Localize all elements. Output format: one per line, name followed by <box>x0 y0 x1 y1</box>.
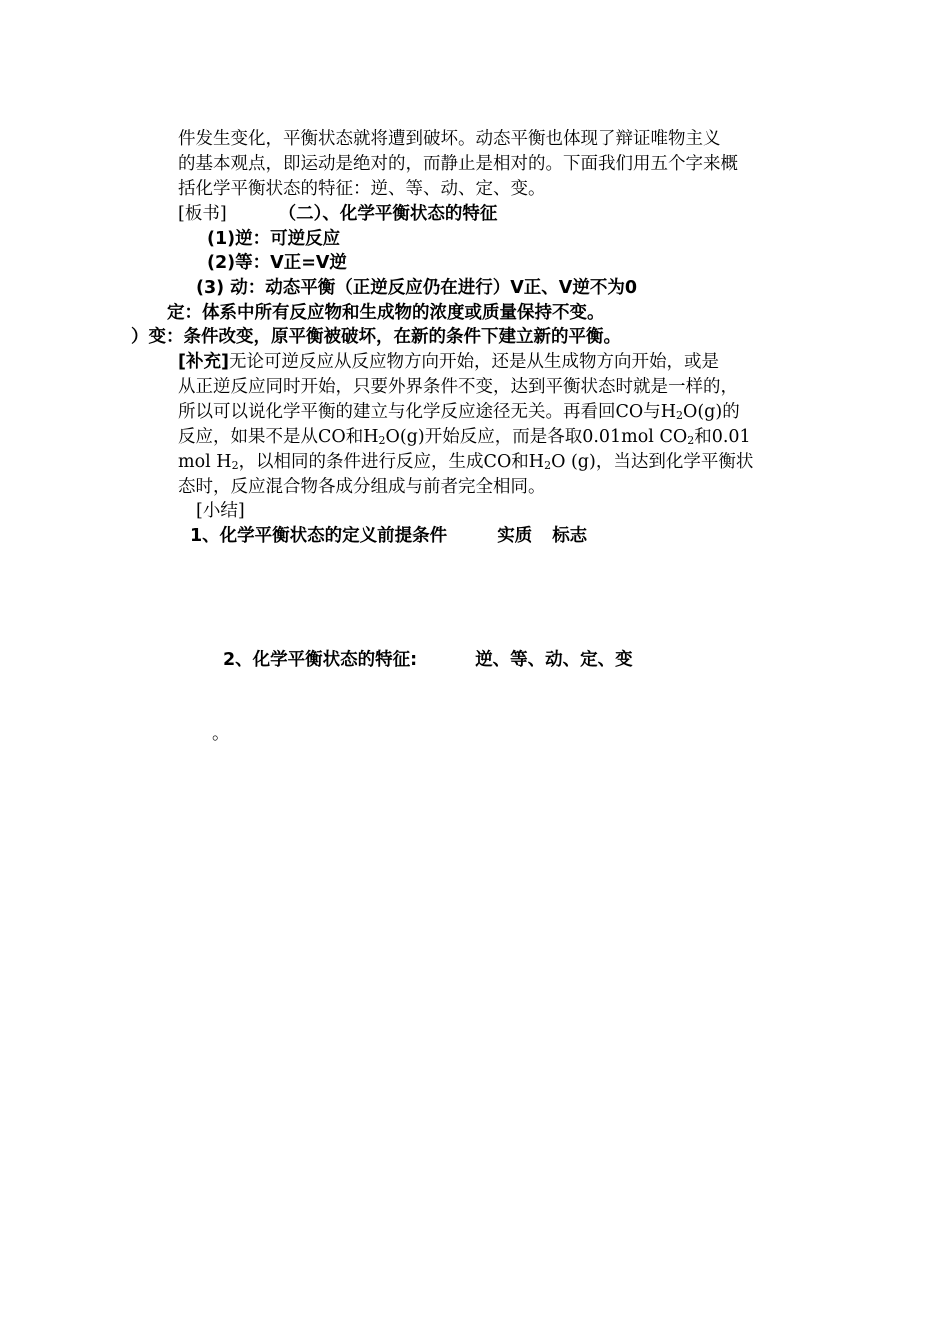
supplement-line-1 <box>178 350 719 374</box>
intro-line-3: 括化学平衡状态的特征：逆、等、动、定、变。 <box>178 179 546 199</box>
supplement-line-6: 态时，反应混合物各成分组成与前者完全相同。 <box>178 477 546 497</box>
supplement-line-2: 从正逆反应同时开始，只要外界条件不变，达到平衡状态时就是一样的， <box>178 377 738 397</box>
subscript-2: 2 <box>687 434 695 447</box>
supplement-line-4 <box>178 425 751 449</box>
intro-line-1: 件发生变化，平衡状态就将遭到破坏。动态平衡也体现了辩证唯物主义 <box>178 129 721 149</box>
summary-item-2-label: 2、化学平衡状态的特征: <box>223 650 418 670</box>
supplement-text-4a: 反应，如果不是从CO和H <box>178 427 379 447</box>
supplement-line-3 <box>178 400 740 424</box>
summary-tag: [小结] <box>196 501 245 521</box>
supplement-text-5b: ，以相同的条件进行反应，生成CO和H <box>238 452 545 472</box>
subscript-2: 2 <box>676 409 683 422</box>
board-heading: （二）、化学平衡状态的特征 <box>278 204 498 224</box>
summary-item-1-sign: 标志 <box>552 526 588 546</box>
board-item-change: ）变：条件改变，原平衡被破坏，在新的条件下建立新的平衡。 <box>131 327 621 347</box>
board-item-fixed: 定：体系中所有反应物和生成物的浓度或质量保持不变。 <box>167 303 605 323</box>
supplement-text-4c: 和0.01 <box>694 427 751 447</box>
supplement-text-5c: O (g)，当达到化学平衡状 <box>551 452 754 472</box>
supplement-tag: [补充] <box>178 352 229 372</box>
subscript-2: 2 <box>231 459 239 472</box>
subscript-2: 2 <box>544 459 552 472</box>
board-item-dynamic: (3) 动：动态平衡（正逆反应仍在进行）V正、V逆不为0 <box>196 278 638 298</box>
summary-item-1 <box>190 524 587 548</box>
board-item-equal: (2)等：V正=V逆 <box>207 253 347 273</box>
supplement-text-3a: 所以可以说化学平衡的建立与化学反应途径无关。再看回CO与H <box>178 402 676 422</box>
summary-item-2-value: 逆、等、动、定、变 <box>475 650 633 670</box>
subscript-2: 2 <box>378 434 386 447</box>
board-heading-row <box>178 202 497 226</box>
supplement-line-5 <box>178 450 753 474</box>
summary-item-2 <box>223 648 633 672</box>
supplement-text-3b: O(g)的 <box>683 402 740 422</box>
summary-item-1-essence: 实质 <box>497 526 533 546</box>
supplement-text-4b: O(g)开始反应，而是各取0.01mol CO <box>385 427 688 447</box>
supplement-text-5a: mol H <box>178 452 232 472</box>
supplement-text-1: 无论可逆反应从反应物方向开始，还是从生成物方向开始，或是 <box>229 352 719 372</box>
board-tag: [板书] <box>178 204 227 224</box>
board-item-reversible: (1)逆：可逆反应 <box>207 229 341 249</box>
summary-item-1-label: 1、化学平衡状态的定义前提条件 <box>190 526 448 546</box>
intro-line-2: 的基本观点，即运动是绝对的，而静止是相对的。下面我们用五个字来概 <box>178 154 738 174</box>
end-mark: 。 <box>212 724 230 744</box>
